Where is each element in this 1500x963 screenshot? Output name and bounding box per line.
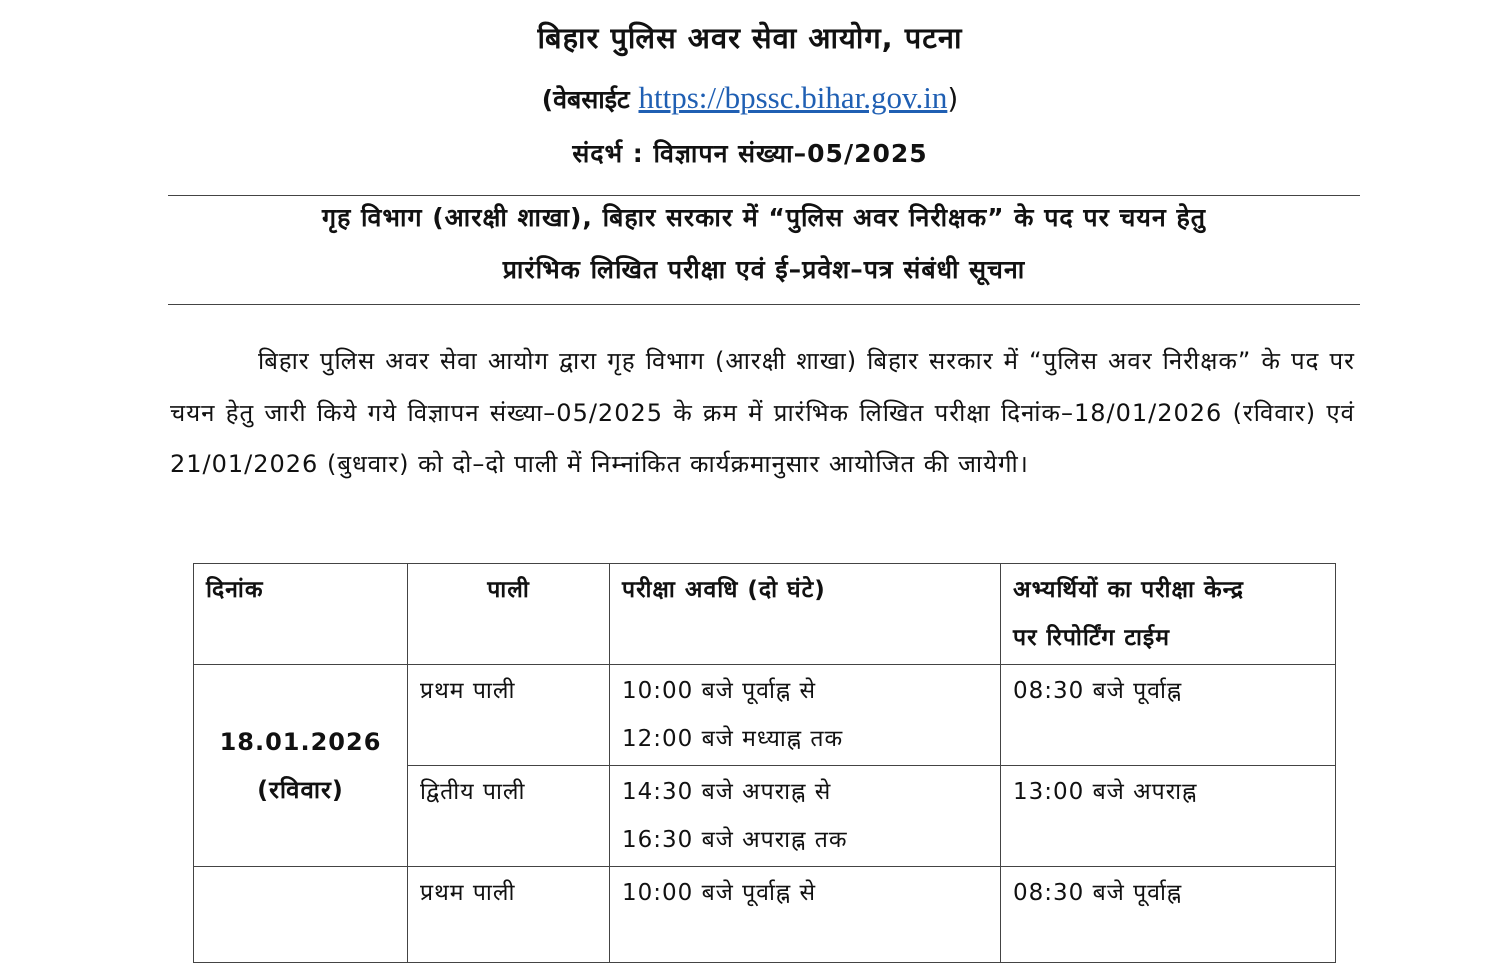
table-row xyxy=(194,665,1336,766)
notice-subject xyxy=(168,192,1360,296)
header-shift: पाली xyxy=(408,564,610,665)
duration-cell: 10:00 बजे पूर्वाह्न से xyxy=(610,867,1001,963)
bottom-divider xyxy=(168,304,1360,305)
advertisement-reference: संदर्भ : विज्ञापन संख्या–05/2025 xyxy=(572,139,928,168)
shift-cell: प्रथम पाली xyxy=(408,665,610,766)
duration-cell: 10:00 बजे पूर्वाह्न से 12:00 बजे मध्याह्न तक xyxy=(610,665,1001,766)
header-date: दिनांक xyxy=(194,564,408,665)
shift-cell: द्वितीय पाली xyxy=(408,766,610,867)
website-link[interactable]: https://bpssc.bihar.gov.in xyxy=(638,80,948,115)
reporting-cell: 08:30 बजे पूर्वाह्न xyxy=(1001,867,1336,963)
date-cell: 18.01.2026 (रविवार) xyxy=(194,665,408,867)
notice-paragraph: बिहार पुलिस अवर सेवा आयोग द्वारा गृह विभाग (आरक्षी शाखा) बिहार सरकार में “पुलिस अवर निरीक्षक” के पद पर चयन हेतु जारी किये गये विज्ञापन संख्या–05/2025 के क्रम में प्रारंभिक लिखित परीक्षा दिनांक–18/01/2026 (रविवार) एवं 21/01/2026 (बुधवार) को दो–दो पाली में निम्नांकित कार्यक्रमानुसार आयोजित की जायेगी। xyxy=(170,347,1355,478)
website-label: (वेबसाईट xyxy=(541,85,630,114)
subject-line-2: प्रारंभिक लिखित परीक्षा एवं ई–प्रवेश–पत्र संबंधी सूचना xyxy=(502,255,1026,284)
header-reporting: अभ्यर्थियों का परीक्षा केन्द्र पर रिपोर्टिंग टाईम xyxy=(1001,564,1336,665)
exam-schedule-table xyxy=(193,563,1336,963)
subject-line-1: गृह विभाग (आरक्षी शाखा), बिहार सरकार में “पुलिस अवर निरीक्षक” के पद पर चयन हेतु xyxy=(322,203,1206,232)
website-close: ) xyxy=(947,82,959,115)
table-header-row xyxy=(194,564,1336,665)
reporting-cell: 13:00 बजे अपराह्न xyxy=(1001,766,1336,867)
shift-cell: प्रथम पाली xyxy=(408,867,610,963)
reporting-cell: 08:30 बजे पूर्वाह्न xyxy=(1001,665,1336,766)
commission-title: बिहार पुलिस अवर सेवा आयोग, पटना xyxy=(537,21,963,55)
date-cell xyxy=(194,867,408,963)
duration-cell: 14:30 बजे अपराह्न से 16:30 बजे अपराह्न तक xyxy=(610,766,1001,867)
header-duration: परीक्षा अवधि (दो घंटे) xyxy=(610,564,1001,665)
table-row xyxy=(194,867,1336,963)
website-line xyxy=(0,80,1500,116)
